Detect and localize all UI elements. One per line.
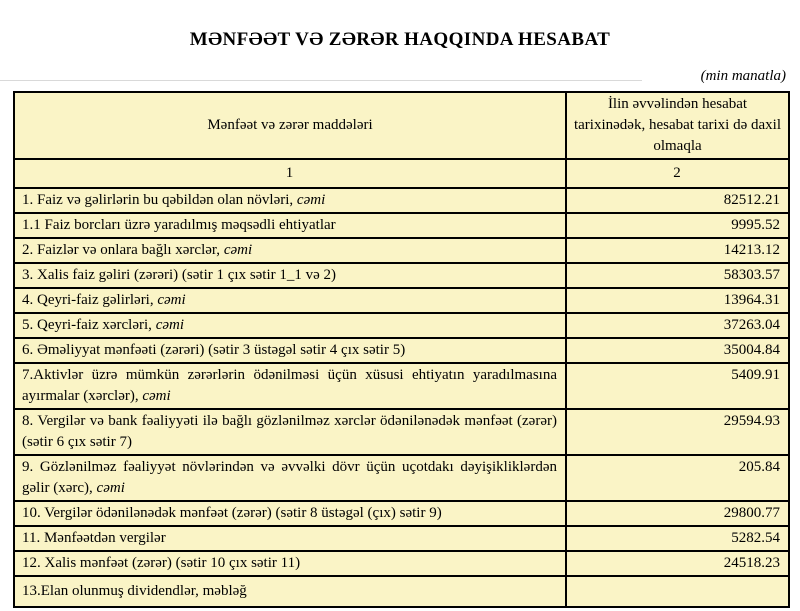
row-value: 205.84 [566, 455, 789, 501]
table-row [14, 501, 789, 526]
table-row [14, 338, 789, 363]
row-value: 58303.57 [566, 263, 789, 288]
table-row [14, 551, 789, 576]
row-label: 6. Əməliyyat mənfəəti (zərəri) (sətir 3 üstəgəl sətir 4 çıx sətir 5) [14, 338, 566, 363]
page-title: MƏNFƏƏT VƏ ZƏRƏR HAQQINDA HESABAT [189, 29, 611, 50]
table-row [14, 313, 789, 338]
row-value: 37263.04 [566, 313, 789, 338]
row-label: 3. Xalis faiz gəliri (zərəri) (sətir 1 çıx sətir 1_1 və 2) [14, 263, 566, 288]
row-value: 5282.54 [566, 526, 789, 551]
row-value: 9995.52 [566, 213, 789, 238]
table-row [14, 188, 789, 213]
row-label: 8. Vergilər və bank fəaliyyəti ilə bağlı gözlənilməz xərclər ödənilənədək mənfəət (zərər) (sətir 6 çıx sətir 7) [14, 409, 566, 455]
row-label-italic-suffix: cəmi [296, 192, 326, 208]
unit-note: (min manatla) [700, 68, 786, 84]
column-number-row [14, 159, 789, 188]
table-row [14, 263, 789, 288]
row-label: 2. Faizlər və onlara bağlı xərclər, cəmi [14, 238, 566, 263]
row-value: 24518.23 [566, 551, 789, 576]
row-label: 10. Vergilər ödənilənədək mənfəət (zərər) (sətir 8 üstəgəl (çıx) sətir 9) [14, 501, 566, 526]
row-label: 5. Qeyri-faiz xərcləri, cəmi [14, 313, 566, 338]
row-label: 11. Mənfəətdən vergilər [14, 526, 566, 551]
row-label: 12. Xalis mənfəət (zərər) (sətir 10 çıx sətir 11) [14, 551, 566, 576]
row-label: 9. Gözlənilməz fəaliyyət növlərindən və əvvəlki dövr üçün uçotdakı dəyişikliklərdən gəlir (xərc), cəmi [14, 455, 566, 501]
table-row [14, 455, 789, 501]
top-divider-line [0, 80, 642, 81]
table-row [14, 213, 789, 238]
row-label: 1. Faiz və gəlirlərin bu qəbildən olan növləri, cəmi [14, 188, 566, 213]
table-header-row [14, 92, 789, 159]
items-column-number: 1 [14, 159, 566, 188]
row-value: 14213.12 [566, 238, 789, 263]
row-value: 35004.84 [566, 338, 789, 363]
period-column-number: 2 [566, 159, 789, 188]
row-label-italic-suffix: cəmi [155, 317, 185, 333]
row-value: 29594.93 [566, 409, 789, 455]
table-row [14, 409, 789, 455]
table-row [14, 238, 789, 263]
row-value: 5409.91 [566, 363, 789, 409]
row-label-italic-suffix: cəmi [96, 480, 125, 496]
table-row [14, 288, 789, 313]
table-row [14, 526, 789, 551]
period-column-header: İlin əvvəlindən hesabat tarixinədək, hesabat tarixi də daxil olmaqla [566, 92, 789, 159]
row-label-italic-suffix: cəmi [223, 242, 253, 258]
row-label: 1.1 Faiz borcları üzrə yaradılmış məqsədli ehtiyatlar [14, 213, 566, 238]
row-label-italic-suffix: cəmi [142, 388, 171, 404]
row-label: 7.Aktivlər üzrə mümkün zərərlərin ödənilməsi üçün xüsusi ehtiyatın yaradılmasına ayırmalar (xərclər), cəmi [14, 363, 566, 409]
profit-loss-table [13, 91, 790, 608]
row-label-italic-suffix: cəmi [157, 292, 186, 308]
row-label: 4. Qeyri-faiz gəlirləri, cəmi [14, 288, 566, 313]
table-row [14, 576, 789, 607]
table-row [14, 363, 789, 409]
row-label: 13.Elan olunmuş dividendlər, məbləğ [14, 576, 566, 607]
row-value: 13964.31 [566, 288, 789, 313]
row-value: 29800.77 [566, 501, 789, 526]
row-value [566, 576, 789, 607]
items-column-header: Mənfəət və zərər maddələri [14, 92, 566, 159]
row-value: 82512.21 [566, 188, 789, 213]
